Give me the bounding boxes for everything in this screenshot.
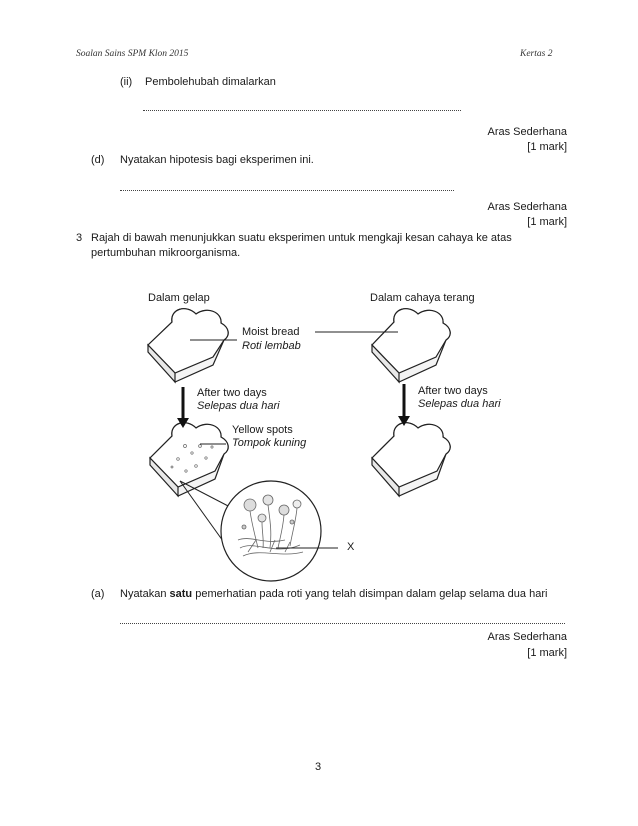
bread-light-after (372, 423, 450, 496)
q3-a-text-before: Nyatakan (120, 588, 170, 600)
mark-allocation: [1 mark] (527, 216, 567, 228)
arrow-right (398, 384, 410, 426)
q2-ii-text: Pembolehubah dimalarkan (145, 76, 276, 88)
difficulty-level: Aras Sederhana (487, 631, 567, 643)
q3-intro-line1: Rajah di bawah menunjukkan suatu eksperimen untuk mengkaji kesan cahaya ke atas (91, 232, 512, 244)
q3-a-text-after: pemerhatian pada roti yang telah disimpan dalam gelap selama dua hari (192, 588, 548, 600)
bread-dark-after (150, 423, 228, 496)
mark-allocation: [1 mark] (527, 647, 567, 659)
after-two-days-right-en: After two days (418, 385, 488, 397)
bread-dark-before (148, 309, 228, 382)
yellow-spots-label-en: Yellow spots (232, 424, 293, 436)
bread-light-before (372, 309, 450, 382)
after-two-days-left-en: After two days (197, 387, 267, 399)
header-right: Kertas 2 (520, 49, 553, 59)
difficulty-level: Aras Sederhana (487, 126, 567, 138)
q3-a-text-bold: satu (169, 588, 193, 600)
moist-bread-label-en: Moist bread (242, 326, 300, 338)
zoom-line-top (180, 481, 232, 508)
x-label: X (347, 541, 355, 553)
page-number: 3 (315, 761, 322, 773)
q2-d-label: (d) (91, 154, 105, 166)
after-two-days-right-ms: Selepas dua hari (418, 398, 501, 410)
q3-a-text (120, 588, 547, 600)
q3-number: 3 (76, 232, 83, 244)
difficulty-level: Aras Sederhana (487, 201, 567, 213)
q3-a-label: (a) (91, 588, 105, 600)
moist-bread-label-ms: Roti lembab (242, 340, 301, 352)
dark-condition-label: Dalam gelap (148, 292, 210, 304)
after-two-days-left-ms: Selepas dua hari (197, 400, 280, 412)
answer-line[interactable] (120, 617, 565, 624)
q3-intro-line2: pertumbuhan mikroorganisma. (91, 247, 241, 259)
q2-d-text: Nyatakan hipotesis bagi eksperimen ini. (120, 154, 314, 166)
header-left: Soalan Sains SPM Klon 2015 (76, 49, 189, 59)
light-condition-label: Dalam cahaya terang (370, 292, 475, 304)
q2-ii-label: (ii) (120, 76, 133, 88)
mark-allocation: [1 mark] (527, 141, 567, 153)
arrow-left (177, 387, 189, 428)
yellow-spots-label-ms: Tompok kuning (232, 437, 307, 449)
